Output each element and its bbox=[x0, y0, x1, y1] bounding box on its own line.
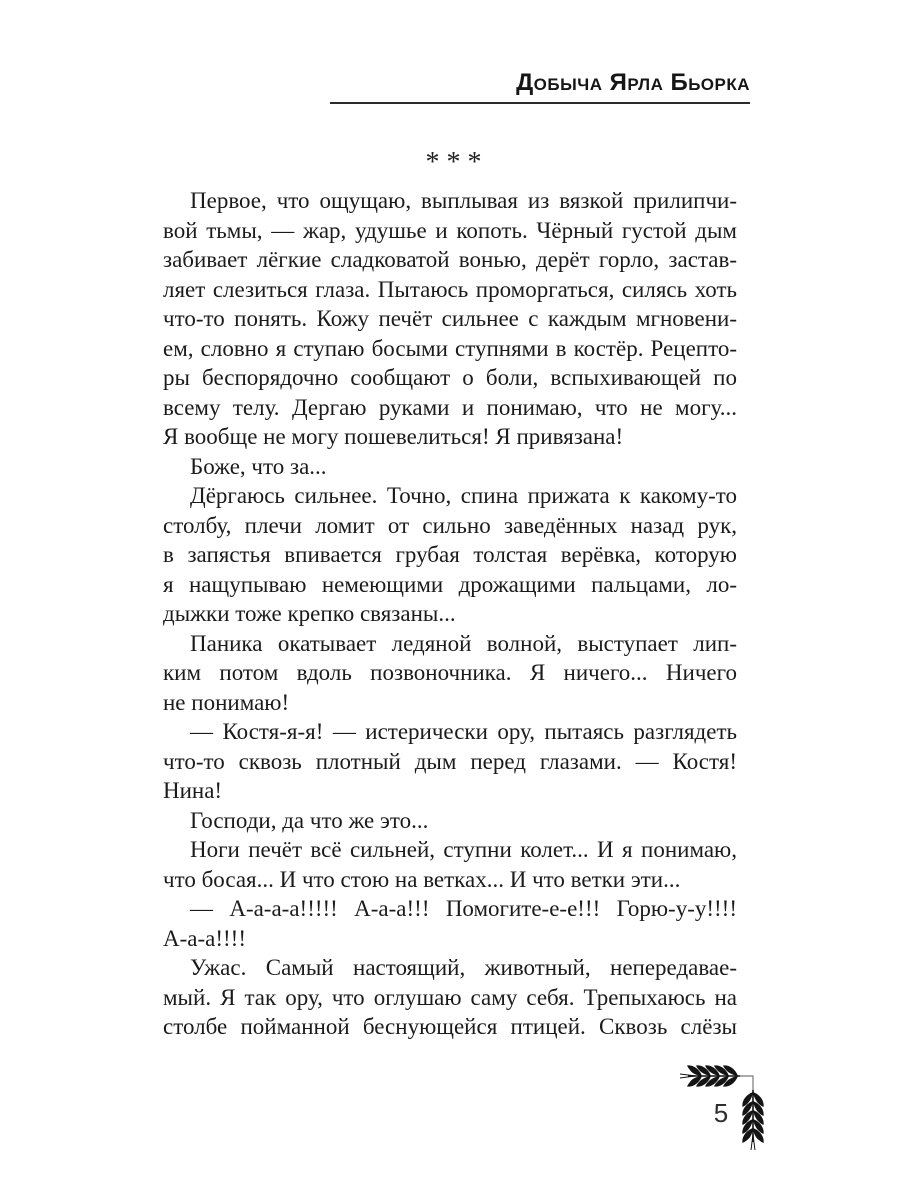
text-line: не понимаю! bbox=[163, 689, 290, 715]
text-line: ем, словно я ступаю босыми ступнями в костёр. Рецепто- bbox=[163, 335, 737, 361]
text-line: Боже, что за... bbox=[190, 453, 327, 479]
wheat-ear-horizontal bbox=[680, 1065, 740, 1086]
chapter-header-title: Добыча Ярла Бьорка bbox=[516, 69, 750, 96]
text-line: в запястья впивается грубая толстая верёвка, которую bbox=[163, 542, 737, 567]
text-line: столбу, плечи ломит от сильно заведённых назад рук, bbox=[163, 512, 737, 538]
text-line: что-то сквозь плотный дым перед глазами. — Костя! bbox=[163, 748, 737, 774]
text-line: забивает лёгкие сладковатой вонью, дерёт горло, застав- bbox=[163, 247, 737, 272]
text-line: А-а-а!!!! bbox=[163, 925, 246, 951]
text-line: ляет слезиться глаза. Пытаюсь проморгаться, силясь хоть bbox=[163, 276, 737, 302]
section-divider: *** bbox=[425, 147, 489, 178]
paragraph bbox=[163, 894, 737, 953]
paragraph bbox=[163, 452, 737, 482]
text-line: Ноги печёт всё сильней, ступни колет... И я понимаю, bbox=[190, 837, 737, 862]
text-line: дыжки тоже крепко связаны... bbox=[163, 601, 456, 626]
text-line: Ужас. Самый настоящий, животный, непередавае- bbox=[190, 955, 737, 980]
running-head bbox=[330, 70, 750, 104]
text-line: всему телу. Дергаю руками и понимаю, что не могу... bbox=[163, 394, 737, 420]
text-line: мый. Я так ору, что оглушаю саму себя. Трепыхаюсь на bbox=[163, 984, 737, 1010]
paragraph bbox=[163, 953, 737, 1042]
text-line: Первое, что ощущаю, выплывая из вязкой прилипчи- bbox=[190, 188, 737, 213]
text-line: что босая... И что стою на ветках... И что ветки эти... bbox=[163, 866, 681, 892]
paragraph bbox=[163, 629, 737, 718]
text-line: ры беспорядочно сообщают о боли, вспыхивающей по bbox=[163, 365, 737, 390]
wheat-ear-vertical bbox=[742, 1090, 763, 1150]
paragraph bbox=[163, 835, 737, 894]
text-line: что-то понять. Кожу печёт сильнее с каждым мгновени- bbox=[163, 306, 737, 331]
text-line: Нина! bbox=[163, 778, 223, 803]
page-number: 5 bbox=[713, 1098, 729, 1128]
text-line: Дёргаюсь сильнее. Точно, спина прижата к какому-то bbox=[190, 483, 737, 508]
ornament-corner-line bbox=[740, 1076, 753, 1090]
paragraph bbox=[163, 481, 737, 629]
paragraph bbox=[163, 717, 737, 806]
text-line: Паника окатывает ледяной волной, выступает лип- bbox=[190, 630, 737, 656]
text-line: вой тьмы, — жар, удушье и копоть. Чёрный густой дым bbox=[163, 217, 737, 243]
text-line: столбе пойманной беснующейся птицей. Сквозь слёзы bbox=[163, 1014, 737, 1039]
text-body bbox=[163, 186, 737, 1042]
text-line: ким потом вдоль позвоночника. Я ничего... Ничего bbox=[163, 660, 737, 685]
paragraph bbox=[163, 806, 737, 836]
text-line: Господи, да что же это... bbox=[190, 807, 429, 833]
paragraph bbox=[163, 186, 737, 452]
text-line: Я вообще не могу пошевелиться! Я привязана! bbox=[163, 424, 624, 449]
text-line: — Костя-я-я! — истерически ору, пытаясь разглядеть bbox=[190, 719, 737, 744]
text-line: — А-а-а-а!!!!! А-а-а!!! Помогите-е-е!!! Горю-у-у!!!! bbox=[190, 896, 737, 921]
text-line: я нащупываю немеющими дрожащими пальцами, ло- bbox=[163, 571, 737, 597]
